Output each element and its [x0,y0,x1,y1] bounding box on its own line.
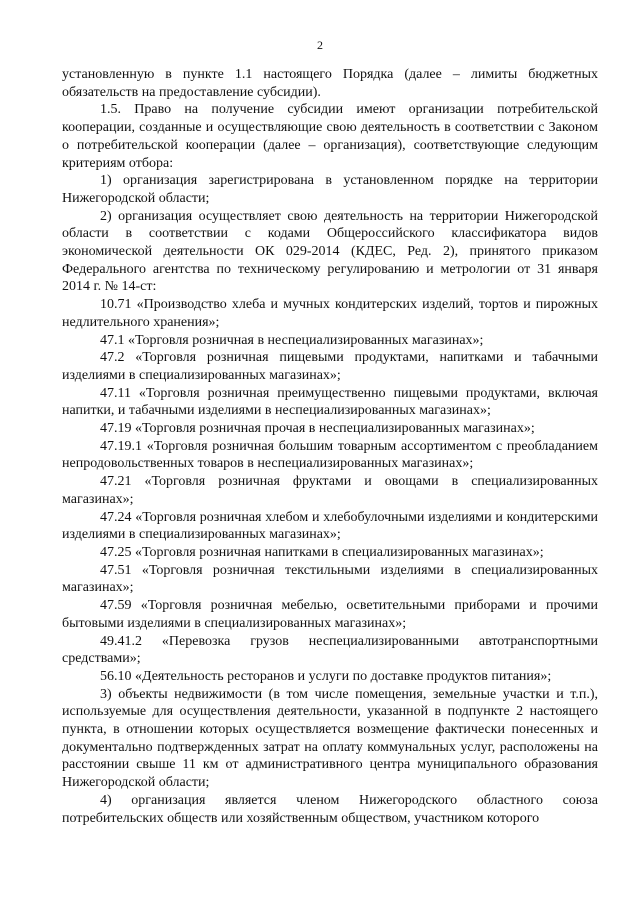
page-number: 2 [317,38,323,52]
document-paragraph: 3) объекты недвижимости (в том числе помещения, земельные участки и т.п.), используемые для осуществления деятельности, указанной в подпункте 2 настоящего пункта, в отношении которых осуществляется возмещение фактически понесенных и документально подтвержденных затрат на оплату коммунальных услуг, расположены на расстоянии свыше 11 км от административного центра муниципального образования Нижегородской области; [62,686,598,791]
document-paragraph: 47.51 «Торговля розничная текстильными изделиями в специализированных магазинах»; [62,562,598,596]
document-paragraph: 47.25 «Торговля розничная напитками в специализированных магазинах»; [100,544,544,560]
document-paragraph: 56.10 «Деятельность ресторанов и услуги по доставке продуктов питания»; [100,668,552,684]
document-paragraph: 47.2 «Торговля розничная пищевыми продуктами, напитками и табачными изделиями в специализированных магазинах»; [62,350,598,383]
document-paragraph: установленную в пункте 1.1 настоящего Порядка (далее – лимиты бюджетных обязательств на предоставление субсидии). [62,67,598,100]
document-paragraph: 10.71 «Производство хлеба и мучных кондитерских изделий, тортов и пирожных недлительного хранения»; [62,297,598,330]
document-paragraph: 47.24 «Торговля розничная хлебом и хлебобулочными изделиями и кондитерскими изделиями в специализированных магазинах»; [62,509,598,543]
document-paragraph: 1.5. Право на получение субсидии имеют организации потребительской кооперации, созданные и осуществляющие свою деятельность в соответствии с Законом о потребительской кооперации (далее – организация), соответствующие следующим критериям отбора: [62,102,598,171]
document-body [62,66,598,827]
document-paragraph: 4) организация является членом Нижегородского областного союза потребительских обществ или хозяйственным обществом, участником которого [62,792,598,826]
document-paragraph: 47.19.1 «Торговля розничная большим товарным ассортиментом с преобладанием непродовольственных товаров в неспециализированных магазинах»; [62,438,598,472]
document-paragraph: 1) организация зарегистрирована в установленном порядке на территории Нижегородской области; [62,173,598,206]
document-paragraph: 47.21 «Торговля розничная фруктами и овощами в специализированных магазинах»; [62,474,598,507]
document-paragraph: 47.59 «Торговля розничная мебелью, осветительными приборами и прочими бытовыми изделиями в специализированных магазинах»; [62,598,598,631]
document-paragraph: 2) организация осуществляет свою деятельность на территории Нижегородской области в соответствии с кодами Общероссийского классификатора видов экономической деятельности ОК 029-2014 (КДЕС, Ред. 2), принятого приказом Федерального агентства по техническому регулированию и метрологии от 31 января 2014 г. № 14-ст: [62,208,598,295]
document-paragraph: 47.1 «Торговля розничная в неспециализированных магазинах»; [100,332,484,348]
document-paragraph: 47.11 «Торговля розничная преимущественно пищевыми продуктами, включая напитки, и табачными изделиями в неспециализированных магазинах»; [62,385,598,419]
document-paragraph: 47.19 «Торговля розничная прочая в неспециализированных магазинах»; [100,421,535,437]
document-paragraph: 49.41.2 «Перевозка грузов неспециализированными автотранспортными средствами»; [62,633,598,667]
